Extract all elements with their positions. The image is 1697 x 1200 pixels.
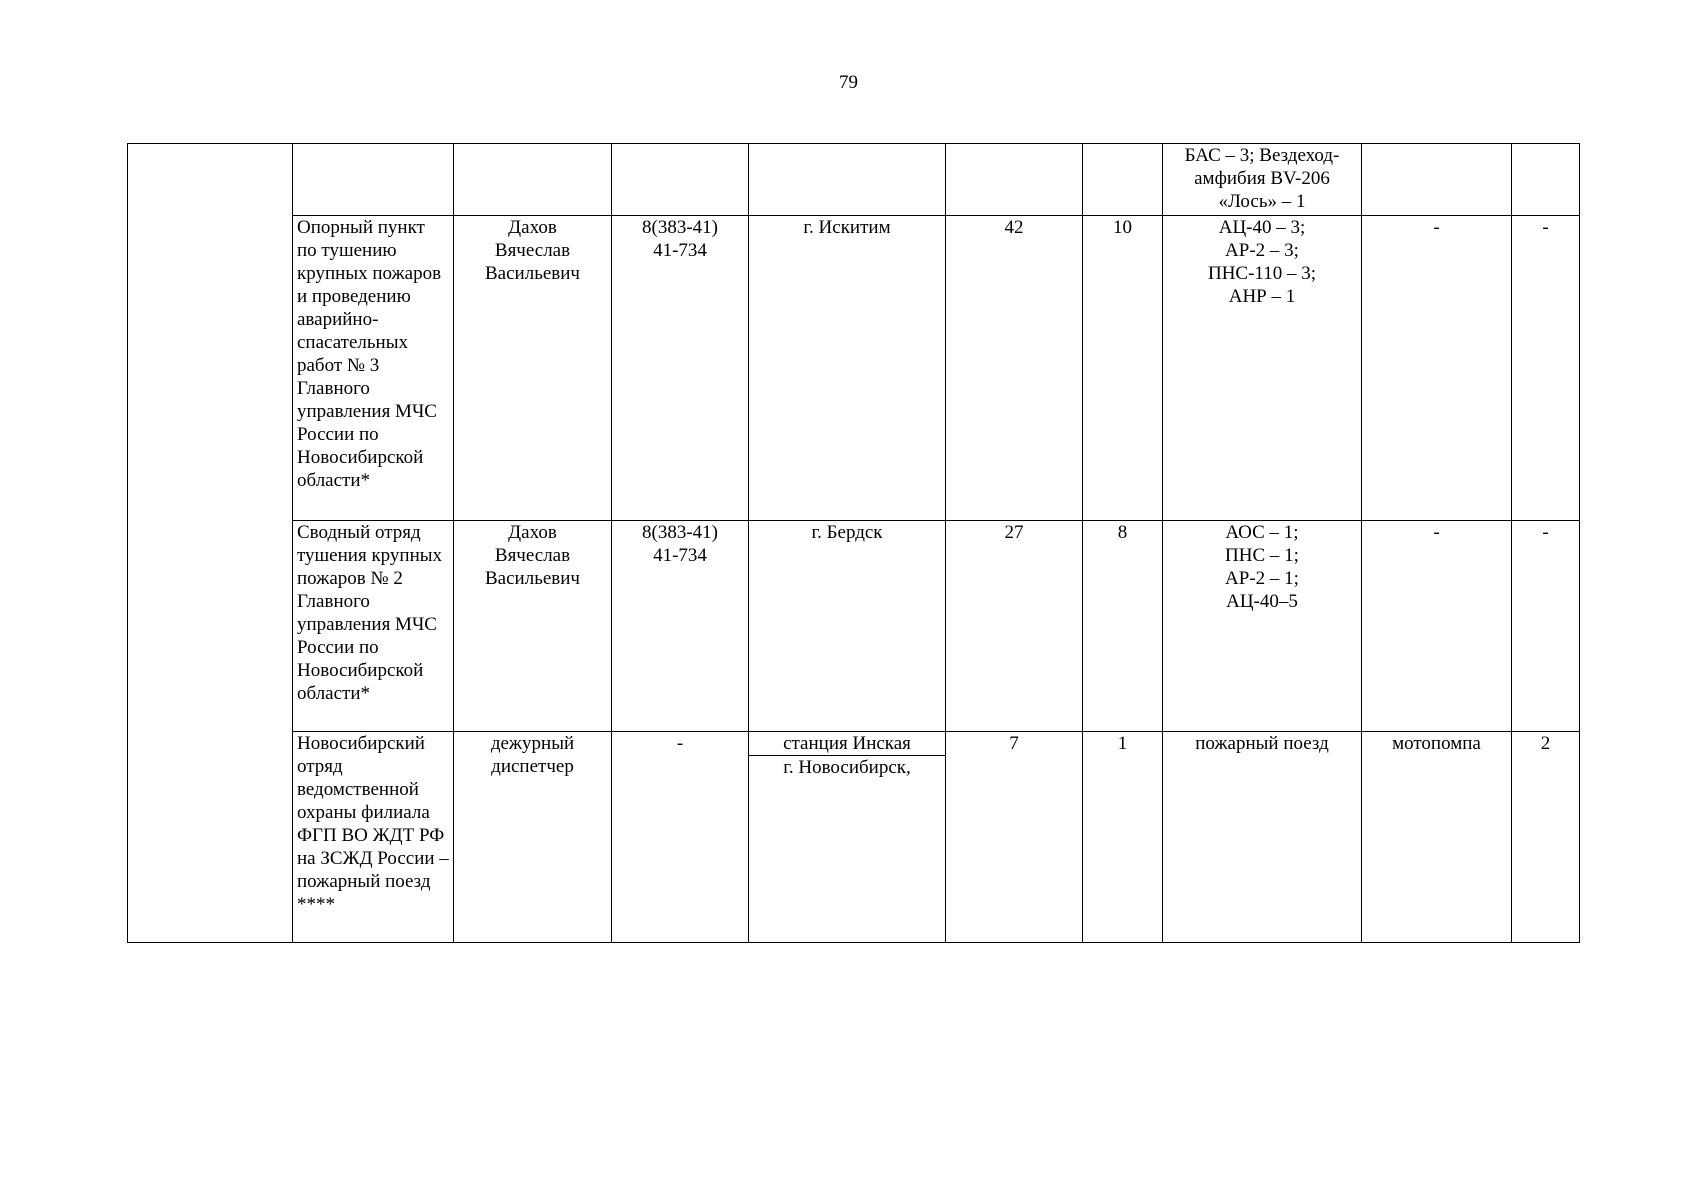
equipment-cell [1163,144,1362,216]
head-cell [454,521,612,732]
equipment-line: АР-2 – 3; [1225,240,1299,261]
phone-line: 41-734 [653,545,707,566]
unit-name-cell [293,144,454,216]
phone-cell [612,216,749,521]
equipment-line: амфибия BV-206 [1194,168,1330,189]
phone-line: 8(383-41) [642,217,718,238]
location-cell [749,732,946,943]
phone-line: 41-734 [653,240,707,261]
equipment-cell [1163,216,1362,521]
head-cell [454,144,612,216]
equipment-line: АР-2 – 1; [1225,568,1299,589]
table-row [128,216,1580,521]
staff-cell: 7 [946,732,1083,943]
vehicles-cell: 8 [1083,521,1163,732]
phone-cell [612,144,749,216]
blank-first-column [128,144,293,943]
equipment-line: АОС – 1; [1225,522,1299,543]
head-line: Дахов [508,217,557,238]
extra-count-cell: - [1512,521,1580,732]
extra-count-cell: 2 [1512,732,1580,943]
equipment-line: ПНС-110 – 3; [1207,263,1317,284]
unit-name-cell: Новосибирский отряд ведомственной охраны филиала ФГП ВО ЖДТ РФ на ЗСЖД России – пожарный поезд **** [293,732,454,943]
extra-count-cell [1512,144,1580,216]
head-line: Васильевич [485,568,580,589]
page-number: 79 [839,72,858,93]
location-cell [749,144,946,216]
equipment-cell: пожарный поезд [1163,732,1362,943]
location-cell: г. Бердск [749,521,946,732]
head-line: Вячеслав [494,240,571,261]
location-station: станция Инская [749,732,945,756]
table-row [128,732,1580,943]
staff-cell [946,144,1083,216]
extra-equipment-cell: - [1362,216,1512,521]
equipment-line: АЦ-40–5 [1226,591,1298,612]
phone-cell: - [612,732,749,943]
location-cell: г. Искитим [749,216,946,521]
equipment-line: АЦ-40 – 3; [1218,217,1306,238]
unit-name-cell: Сводный отряд тушения крупных пожаров № 2 Главного управления МЧС России по Новосибирской области* [293,521,454,732]
extra-count-cell: - [1512,216,1580,521]
extra-equipment-cell: мотопомпа [1362,732,1512,943]
head-line: Васильевич [485,263,580,284]
equipment-line: ПНС – 1; [1225,545,1299,566]
phone-cell [612,521,749,732]
vehicles-cell: 1 [1083,732,1163,943]
equipment-cell [1163,521,1362,732]
equipment-line: БАС – 3; Вездеход- [1184,145,1340,166]
equipment-line: «Лось» – 1 [1218,191,1306,212]
phone-line: 8(383-41) [642,522,718,543]
head-cell [454,216,612,521]
head-line: Дахов [508,522,557,543]
head-line: Вячеслав [494,545,571,566]
fire-units-table [127,143,1580,943]
extra-equipment-cell [1362,144,1512,216]
unit-name-cell: Опорный пункт по тушению крупных пожаров и проведению аварийно-спасательных работ № 3 Главного управления МЧС России по Новосибирской области* [293,216,454,521]
staff-cell: 27 [946,521,1083,732]
vehicles-cell [1083,144,1163,216]
staff-cell: 42 [946,216,1083,521]
head-cell [454,732,612,943]
head-line: диспетчер [491,756,574,777]
table-row [128,144,1580,216]
vehicles-cell: 10 [1083,216,1163,521]
equipment-line: АНР – 1 [1228,286,1296,307]
table-row [128,521,1580,732]
head-line: дежурный [490,733,575,754]
extra-equipment-cell: - [1362,521,1512,732]
location-city: г. Новосибирск, [783,757,911,778]
